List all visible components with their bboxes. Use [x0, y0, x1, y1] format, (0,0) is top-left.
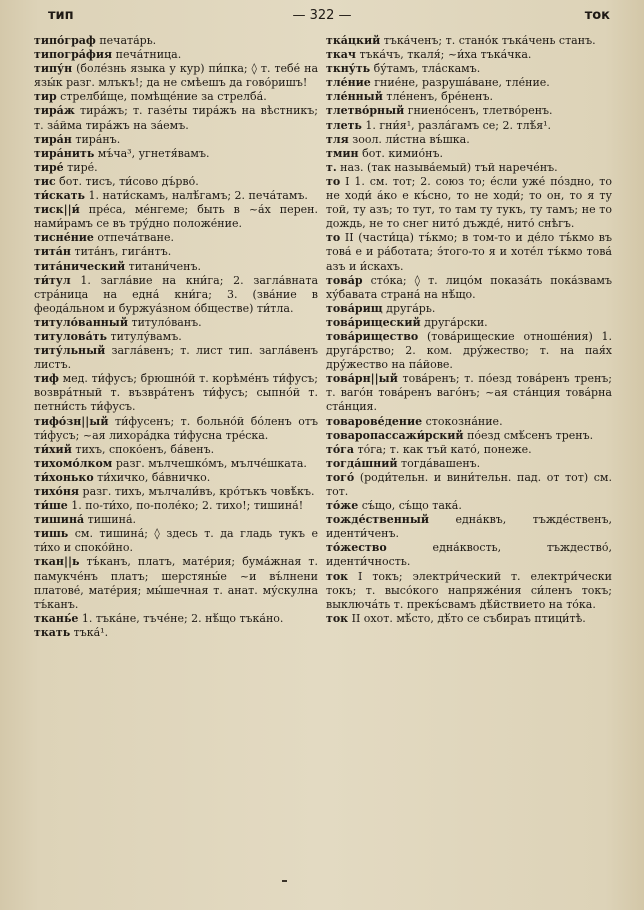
- dictionary-entry: тлетво́рный гниено́сенъ, тлетво́ренъ.: [326, 104, 553, 118]
- dictionary-entry: тира́нить мъ́ча³, угнетя́вамъ.: [34, 146, 210, 160]
- dictionary-entry: то II (части́ца) тъ́кмо; в том-то и де́ло тъ́кмо въ това́ е и ра́ботата; э́того-то я и хоте́л тъ́кмо това́ азъ и и́скахъ.: [326, 231, 612, 273]
- dictionary-entry: ткань́е 1. тъка́не, тъче́не; 2. нѣ́що тъка́но.: [34, 611, 284, 625]
- dictionary-entry: тиск||и́ пре́са, ме́нгеме; быть в ~а́х перен. нами́рамъ се въ тру́дно положе́ние.: [34, 203, 318, 231]
- dictionary-entry: товаропассажи́рский по́езд смѣ́сенъ тренъ.: [326, 428, 594, 442]
- dictionary-entry: титуло́ванный титуло́ванъ.: [34, 315, 202, 329]
- dictionary-entry: ткну́ть бу́тамъ, тла́скамъ.: [326, 62, 481, 76]
- dictionary-entry: тожде́ственный една́квъ, тъжде́ственъ, иденти́ченъ.: [326, 513, 612, 541]
- dictionary-entry: тихомо́лком разг. мълчешко́мъ, мълче́шката.: [34, 456, 307, 470]
- dictionary-entry: това́рн||ый това́ренъ; т. по́езд това́ренъ тренъ; т. ваго́н това́ренъ ваго́нъ; ~ая ста́нция това́рна ста́нция.: [326, 372, 612, 414]
- dictionary-entry: тка́цкий тъка́ченъ; т. стано́к тъка́чень станъ.: [326, 34, 596, 47]
- dictionary-entry: тита́нический титани́ченъ.: [34, 259, 201, 273]
- dictionary-entry: того́ (роди́тельн. и вини́тельн. пад. от тот) см. тот.: [326, 470, 612, 498]
- dictionary-entry: то́же съ́що, съ́що така́.: [326, 499, 462, 513]
- dictionary-entry: титулова́ть титулу́вамъ.: [34, 329, 182, 343]
- dictionary-entry: тмин бот. кимио́нъ.: [326, 146, 443, 160]
- dictionary-entry: тира́ж тира́жъ; т. газе́ты тира́жъ на вѣстникъ; т. за́йма тира́жъ на за́емъ.: [34, 104, 318, 132]
- dictionary-entry: ткан||ь тъ́канъ, платъ, мате́рия; бума́жная т. памукче́нъ платъ; шерстяны́е ~и въ́лнени платове́, мате́рия; мы́шечная т. анат. му́скулна тъ́канъ.: [34, 555, 318, 611]
- dictionary-entry: ткач тъка́чъ, ткаля́; ~и́ха тъка́чка.: [326, 48, 532, 62]
- dictionary-entry: тиф мед. ти́фусъ; брюшно́й т. корѣме́нъ ти́фусъ; возвра́тный т. възвра́тенъ ти́фусъ; сыпно́й т. петни́сть ти́фусъ.: [34, 372, 318, 414]
- dictionary-entry: ток I токъ; электри́ческий т. електри́чески токъ; т. высо́кого напряже́ния си́ленъ токъ; выключа́ть т. прекъ́свамъ дѣ́йствието на то́ка.: [326, 569, 612, 611]
- dictionary-entry: ти́скать 1. нати́скамъ, налѣ́гамъ; 2. печа́тамъ.: [34, 189, 308, 203]
- dictionary-entry: тихо́ня разг. тихъ, мълчали́въ, кро́тъкъ човѣ́къ.: [34, 485, 315, 498]
- dictionary-entry: тлеть 1. гни́я¹, разла́гамъ се; 2. тлѣ́я¹.: [326, 118, 552, 132]
- dictionary-entry: ти́хонько ти́хичко, ба́вничко.: [34, 470, 211, 484]
- dictionary-entry: това́рищ друга́рь.: [326, 301, 436, 315]
- dictionary-entry: ти́ше 1. по-ти́хо, по-поле́ко; 2. тихо!; тишина́!: [34, 499, 304, 513]
- right-column: [326, 34, 612, 626]
- dictionary-entry: това́р сто́ка; ◊ т. лицо́м показа́ть пока́звамъ ху́бавата страна́ на нѣ́що.: [326, 273, 612, 301]
- dictionary-entry: тире́ тире́.: [34, 160, 98, 174]
- dictionary-entry: ткать тъка́¹.: [34, 625, 109, 639]
- dictionary-entry: това́рищество (това́рищеские отноше́ния) 1. друга́рство; 2. ком. дру́жество; т. на пая́х дру́жество на па́йове.: [326, 329, 612, 372]
- dictionary-entry: тогда́шний тогда́вашенъ.: [326, 456, 481, 470]
- dictionary-entry: тис бот. тисъ, ти́сово дъ́рво́.: [34, 174, 199, 188]
- dictionary-entry: ток II охот. мѣ́сто, дѣ́то се събираъ птици́тѣ.: [326, 611, 586, 625]
- dictionary-entry: тле́нный тле́ненъ, бре́ненъ.: [326, 90, 493, 104]
- dictionary-entry: типо́граф печата́рь.: [34, 34, 157, 47]
- page-header: [0, 8, 644, 28]
- dictionary-entry: т. наз. (так называ́емый) тъй нарече́нъ.: [326, 160, 558, 174]
- dictionary-entry: това́рищеский друга́рски.: [326, 315, 488, 329]
- left-column: [34, 34, 318, 640]
- dictionary-entry: товарове́дение стокозна́ние.: [326, 414, 503, 428]
- page-mark: [282, 880, 287, 882]
- dictionary-entry: то I 1. см. тот; 2. союз то; е́сли уже́ по́здно, то не ходи́ а́ко е къ́сно, то не ходи́; то он, то я ту той, ту азъ; то тут, то там ту тукъ, ту тамъ; не то дождь, не то снег нито́ дъжде́, нито́ снѣгъ.: [326, 174, 612, 231]
- dictionary-entry: тифо́зн||ый ти́фусенъ; т. больно́й бо́ленъ отъ ти́фусъ; ~ая лихора́дка ти́фусна тре́ска.: [34, 414, 318, 442]
- header-last-word: ток: [584, 8, 610, 23]
- dictionary-entry: ти́хий тихъ, споко́енъ, ба́венъ.: [34, 442, 215, 456]
- dictionary-entry: типу́н (боле́знь языка у кур) пи́пка; ◊ т. тебе́ на язы́к разг. млъкъ!; да не смѣешъ да гово́ришъ!: [34, 62, 318, 90]
- dictionary-entry: ти́тул 1. загла́вие на кни́га; 2. загла́вната стра́ница на една́ кни́га; 3. (зва́ние в феода́льном и буржуа́зном о́бществе) ти́тла.: [34, 273, 318, 315]
- dictionary-entry: тисне́ние отпеча́тване.: [34, 231, 174, 245]
- header-first-word: тип: [48, 8, 74, 23]
- dictionary-entry: то́га то́га; т. как тъй като́, понеже.: [326, 442, 532, 456]
- dictionary-entry: тир стрелби́ще, помѣще́ние за стрелба́.: [34, 90, 267, 104]
- dictionary-entry: типогра́фия печа́тница.: [34, 48, 182, 62]
- dictionary-entry: тишина́ тишина́.: [34, 513, 136, 527]
- dictionary-entry: то́жество една́квость, тъждество́, иденти́чность.: [326, 541, 612, 569]
- page-number: — 322 —: [292, 8, 352, 23]
- dictionary-entry: тле́ние гние́не, разруша́ване, тле́ние.: [326, 76, 550, 90]
- dictionary-entry: тля зоол. ли́стна въ́шка.: [326, 132, 470, 146]
- dictionary-entry: тишь см. тишина́; ◊ здесь т. да гладь тукъ е ти́хо и споко́йно.: [34, 527, 318, 555]
- dictionary-entry: тира́н тира́нъ.: [34, 132, 121, 146]
- dictionary-entry: тита́н тита́нъ, гига́нтъ.: [34, 245, 172, 259]
- dictionary-entry: титу́льный загла́венъ; т. лист тип. загла́венъ листъ.: [34, 344, 318, 372]
